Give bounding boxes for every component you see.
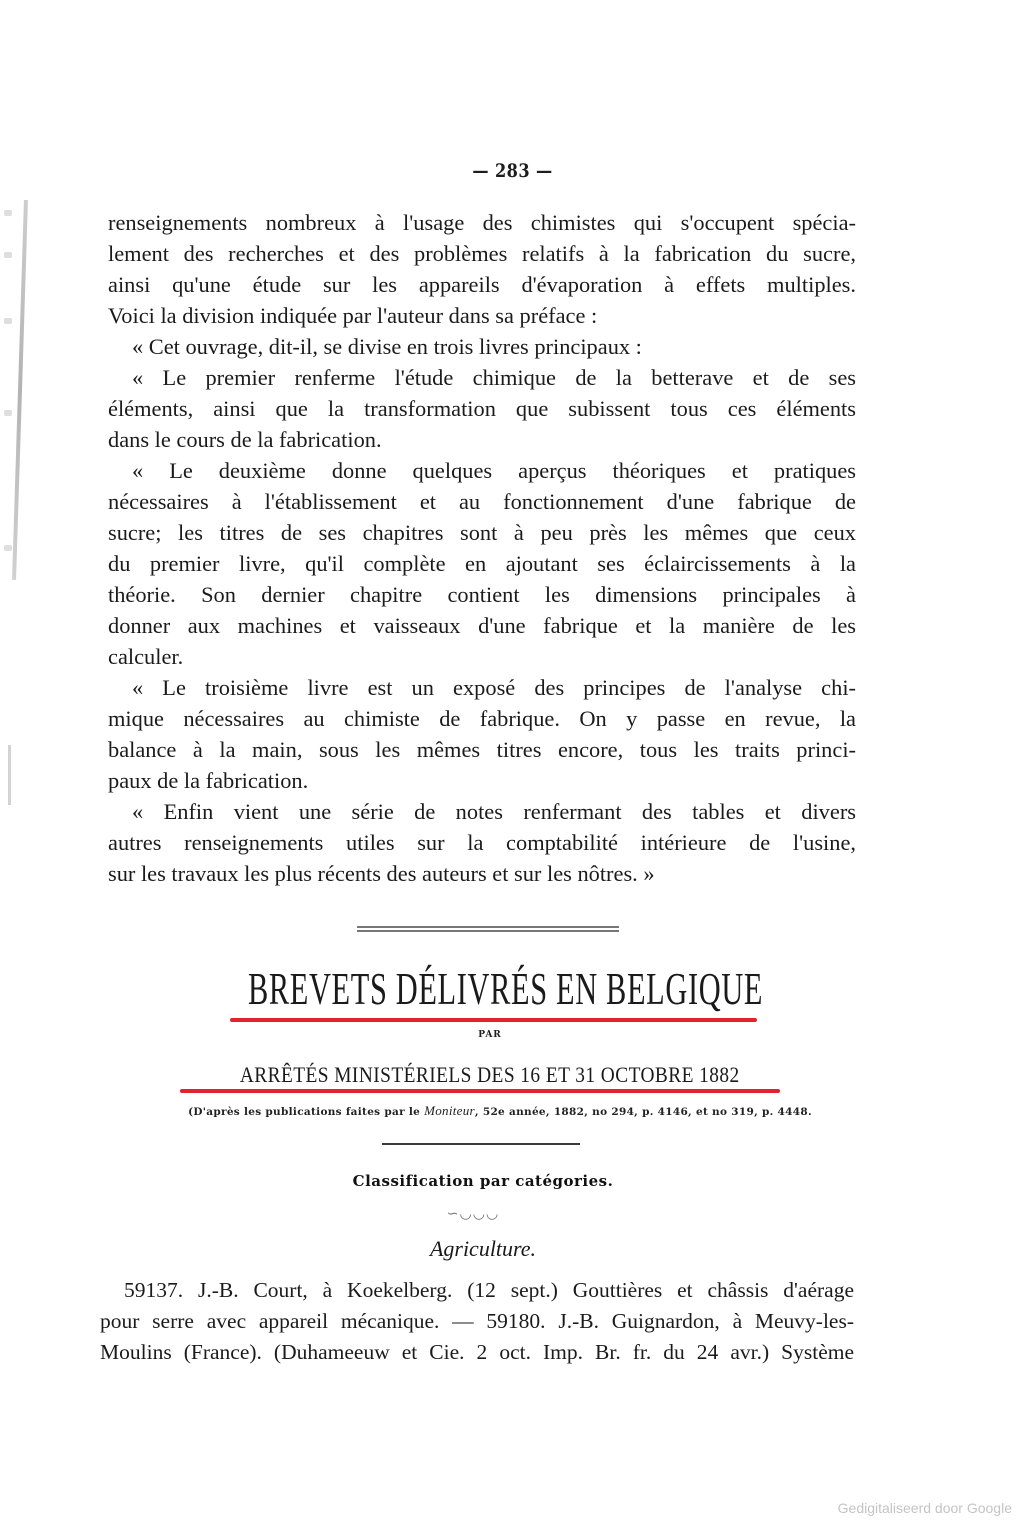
text-line: sur les travaux les plus récents des auteurs et sur les nôtres. » xyxy=(108,861,655,886)
single-rule-divider xyxy=(382,1143,580,1145)
text-line: lement des recherches et des problèmes relatifs à la fabrication du sucre, xyxy=(108,241,856,266)
classification-heading: Classification par catégories. xyxy=(352,1172,614,1190)
text-line: mique nécessaires au chimiste de fabrique. On y passe en revue, la xyxy=(108,706,856,731)
source-journal: Moniteur xyxy=(424,1103,475,1118)
paragraph xyxy=(108,455,856,672)
scan-speck xyxy=(4,545,12,551)
text-line: renseignements nombreux à l'usage des chimistes qui s'occupent spécia- xyxy=(108,210,856,235)
text-line: ainsi qu'une étude sur les appareils d'évaporation à effets multiples. xyxy=(108,272,856,297)
text-line: « Enfin vient une série de notes renfermant des tables et divers xyxy=(132,799,856,824)
text-line: « Cet ouvrage, dit-il, se divise en trois livres principaux : xyxy=(132,334,642,359)
section-subtitle: ARRÊTÉS MINISTÉRIELS DES 16 ET 31 OCTOBRE 1882 xyxy=(239,1062,740,1087)
scan-speck xyxy=(4,252,12,258)
text-line: Voici la division indiquée par l'auteur dans sa préface : xyxy=(108,303,598,328)
text-line: théorie. Son dernier chapitre contient les dimensions principales à xyxy=(108,582,856,607)
body-text xyxy=(108,207,856,889)
text-line: nécessaires à l'établissement et au fonctionnement d'une fabrique de xyxy=(108,489,856,514)
scan-edge-shadow-lower xyxy=(8,745,11,805)
text-line: sucre; les titres de ses chapitres sont à peu près les mêmes que ceux xyxy=(108,520,856,545)
text-line: donner aux machines et vaisseaux d'une fabrique et la manière de les xyxy=(108,613,856,638)
scan-speck xyxy=(4,410,12,416)
text-line: dans le cours de la fabrication. xyxy=(108,427,382,452)
text-line: du premier livre, qu'il complète en ajoutant ses éclaircissements à la xyxy=(108,551,856,576)
entry-line: Moulins (France). (Duhameeuw et Cie. 2 oct. Imp. Br. fr. du 24 avr.) Système xyxy=(100,1340,854,1364)
entry-line: 59137. J.-B. Court, à Koekelberg. (12 sept.) Gouttières et châssis d'aérage xyxy=(124,1278,854,1302)
text-line: éléments, ainsi que la transformation que subissent tous ces éléments xyxy=(108,396,856,421)
paragraph xyxy=(108,796,856,889)
title-highlight-underline xyxy=(230,1018,757,1022)
text-line: balance à la main, sous les mêmes titres encore, tous les traits princi- xyxy=(108,737,856,762)
title-par: PAR xyxy=(478,1030,502,1040)
scan-speck xyxy=(4,210,12,216)
text-line: paux de la fabrication. xyxy=(108,768,309,793)
text-line: « Le troisième livre est un exposé des principes de l'analyse chi- xyxy=(132,675,856,700)
patent-entries xyxy=(100,1276,854,1369)
paragraph xyxy=(108,207,856,331)
source-note xyxy=(0,1103,1000,1119)
text-line: autres renseignements utiles sur la comptabilité intérieure de l'usine, xyxy=(108,830,856,855)
scan-edge-shadow xyxy=(12,200,28,580)
source-suffix: , 52e année, 1882, no 294, p. 4146, et no 319, p. 4448. xyxy=(474,1106,812,1118)
paragraph xyxy=(108,672,856,796)
double-rule-divider xyxy=(357,926,619,932)
category-heading: Agriculture. xyxy=(429,1236,537,1261)
paragraph xyxy=(108,362,856,455)
wavy-ornament: ∽◡◡◡ xyxy=(446,1206,500,1222)
text-line: « Le deuxième donne quelques aperçus théoriques et pratiques xyxy=(132,458,856,483)
entry-line: pour serre avec appareil mécanique. — 59180. J.-B. Guignardon, à Meuvy-les- xyxy=(100,1309,854,1333)
text-line: « Le premier renferme l'étude chimique de la betterave et de ses xyxy=(132,365,856,390)
source-prefix: (D'après les publications faites par le xyxy=(188,1106,425,1118)
subtitle-highlight-underline xyxy=(180,1089,780,1093)
paragraph xyxy=(108,331,856,362)
scan-speck xyxy=(4,318,12,324)
page-number: — 283 — xyxy=(472,160,553,182)
digitization-watermark: Gedigitaliseerd door Google xyxy=(837,1500,1012,1516)
section-title: BREVETS DÉLIVRÉS EN BELGIQUE xyxy=(247,963,764,1014)
text-line: calculer. xyxy=(108,644,184,669)
